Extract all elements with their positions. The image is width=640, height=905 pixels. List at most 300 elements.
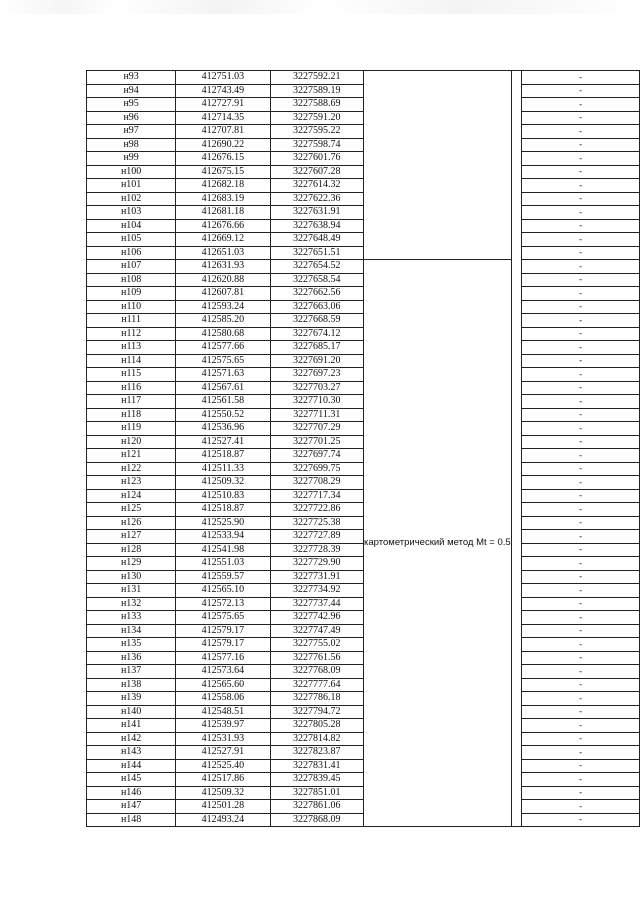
- y-coordinate-cell: 3227631.91: [270, 206, 364, 220]
- point-id-cell: н94: [87, 84, 176, 98]
- y-coordinate-cell: 3227601.76: [270, 152, 364, 166]
- spacer-cell: [511, 435, 521, 449]
- accuracy-value-cell: -: [522, 381, 640, 395]
- table-row: [87, 422, 640, 436]
- y-coordinate-cell: 3227697.23: [270, 368, 364, 382]
- table-row: [87, 773, 640, 787]
- y-coordinate-cell: 3227708.29: [270, 476, 364, 490]
- table-row: [87, 476, 640, 490]
- table-row: [87, 570, 640, 584]
- table-row: [87, 206, 640, 220]
- point-id-cell: н139: [87, 692, 176, 706]
- accuracy-value-cell: -: [522, 665, 640, 679]
- x-coordinate-cell: 412607.81: [176, 287, 270, 301]
- point-id-cell: н119: [87, 422, 176, 436]
- table-row: [87, 125, 640, 139]
- x-coordinate-cell: 412631.93: [176, 260, 270, 274]
- point-id-cell: н133: [87, 611, 176, 625]
- spacer-cell: [511, 692, 521, 706]
- accuracy-value-cell: -: [522, 786, 640, 800]
- x-coordinate-cell: 412493.24: [176, 813, 270, 827]
- y-coordinate-cell: 3227814.82: [270, 732, 364, 746]
- point-id-cell: н138: [87, 678, 176, 692]
- y-coordinate-cell: 3227588.69: [270, 98, 364, 112]
- accuracy-value-cell: -: [522, 152, 640, 166]
- accuracy-value-cell: -: [522, 692, 640, 706]
- point-id-cell: н128: [87, 543, 176, 557]
- accuracy-value-cell: -: [522, 678, 640, 692]
- x-coordinate-cell: 412533.94: [176, 530, 270, 544]
- y-coordinate-cell: 3227697.74: [270, 449, 364, 463]
- x-coordinate-cell: 412676.66: [176, 219, 270, 233]
- method-cell-upper: [364, 71, 512, 260]
- point-id-cell: н118: [87, 408, 176, 422]
- table-row: [87, 71, 640, 85]
- table-row: [87, 462, 640, 476]
- table-row: [87, 165, 640, 179]
- point-id-cell: н129: [87, 557, 176, 571]
- point-id-cell: н144: [87, 759, 176, 773]
- y-coordinate-cell: 3227711.31: [270, 408, 364, 422]
- y-coordinate-cell: 3227598.74: [270, 138, 364, 152]
- x-coordinate-cell: 412518.87: [176, 449, 270, 463]
- x-coordinate-cell: 412651.03: [176, 246, 270, 260]
- table-row: [87, 179, 640, 193]
- y-coordinate-cell: 3227589.19: [270, 84, 364, 98]
- x-coordinate-cell: 412593.24: [176, 300, 270, 314]
- spacer-cell: [511, 746, 521, 760]
- y-coordinate-cell: 3227607.28: [270, 165, 364, 179]
- x-coordinate-cell: 412575.65: [176, 354, 270, 368]
- x-coordinate-cell: 412509.32: [176, 476, 270, 490]
- x-coordinate-cell: 412511.33: [176, 462, 270, 476]
- x-coordinate-cell: 412501.28: [176, 800, 270, 814]
- table-row: [87, 530, 640, 544]
- spacer-cell: [511, 584, 521, 598]
- accuracy-value-cell: -: [522, 165, 640, 179]
- x-coordinate-cell: 412539.97: [176, 719, 270, 733]
- table-row: [87, 719, 640, 733]
- accuracy-value-cell: -: [522, 557, 640, 571]
- table-row: [87, 192, 640, 206]
- x-coordinate-cell: 412579.17: [176, 624, 270, 638]
- spacer-cell: [511, 341, 521, 355]
- y-coordinate-cell: 3227868.09: [270, 813, 364, 827]
- y-coordinate-cell: 3227674.12: [270, 327, 364, 341]
- y-coordinate-cell: 3227592.21: [270, 71, 364, 85]
- y-coordinate-cell: 3227701.25: [270, 435, 364, 449]
- table-row: [87, 746, 640, 760]
- spacer-cell: [511, 273, 521, 287]
- x-coordinate-cell: 412669.12: [176, 233, 270, 247]
- point-id-cell: н147: [87, 800, 176, 814]
- table-row: [87, 408, 640, 422]
- y-coordinate-cell: 3227734.92: [270, 584, 364, 598]
- accuracy-value-cell: -: [522, 773, 640, 787]
- accuracy-value-cell: -: [522, 476, 640, 490]
- x-coordinate-cell: 412575.65: [176, 611, 270, 625]
- table-row: [87, 368, 640, 382]
- table-row: [87, 638, 640, 652]
- spacer-cell: [511, 611, 521, 625]
- y-coordinate-cell: 3227731.91: [270, 570, 364, 584]
- spacer-cell: [511, 165, 521, 179]
- spacer-cell: [511, 138, 521, 152]
- y-coordinate-cell: 3227777.64: [270, 678, 364, 692]
- x-coordinate-cell: 412572.13: [176, 597, 270, 611]
- y-coordinate-cell: 3227851.01: [270, 786, 364, 800]
- y-coordinate-cell: 3227755.02: [270, 638, 364, 652]
- y-coordinate-cell: 3227728.39: [270, 543, 364, 557]
- table-row: [87, 138, 640, 152]
- table-row: [87, 624, 640, 638]
- y-coordinate-cell: 3227691.20: [270, 354, 364, 368]
- accuracy-value-cell: -: [522, 800, 640, 814]
- spacer-cell: [511, 516, 521, 530]
- x-coordinate-cell: 412531.93: [176, 732, 270, 746]
- accuracy-value-cell: -: [522, 746, 640, 760]
- y-coordinate-cell: 3227717.34: [270, 489, 364, 503]
- point-id-cell: н137: [87, 665, 176, 679]
- y-coordinate-cell: 3227699.75: [270, 462, 364, 476]
- point-id-cell: н101: [87, 179, 176, 193]
- x-coordinate-cell: 412577.16: [176, 651, 270, 665]
- spacer-cell: [511, 327, 521, 341]
- point-id-cell: н142: [87, 732, 176, 746]
- y-coordinate-cell: 3227786.18: [270, 692, 364, 706]
- table-row: [87, 732, 640, 746]
- point-id-cell: н116: [87, 381, 176, 395]
- table-row: [87, 503, 640, 517]
- point-id-cell: н130: [87, 570, 176, 584]
- accuracy-value-cell: -: [522, 611, 640, 625]
- table-row: [87, 314, 640, 328]
- accuracy-value-cell: -: [522, 206, 640, 220]
- spacer-cell: [511, 408, 521, 422]
- y-coordinate-cell: 3227805.28: [270, 719, 364, 733]
- table-row: [87, 300, 640, 314]
- accuracy-value-cell: -: [522, 314, 640, 328]
- y-coordinate-cell: 3227663.06: [270, 300, 364, 314]
- x-coordinate-cell: 412690.22: [176, 138, 270, 152]
- spacer-cell: [511, 98, 521, 112]
- point-id-cell: н103: [87, 206, 176, 220]
- spacer-cell: [511, 354, 521, 368]
- point-id-cell: н122: [87, 462, 176, 476]
- point-id-cell: н96: [87, 111, 176, 125]
- y-coordinate-cell: 3227648.49: [270, 233, 364, 247]
- table-row: [87, 489, 640, 503]
- point-id-cell: н110: [87, 300, 176, 314]
- spacer-cell: [511, 381, 521, 395]
- table-row: [87, 84, 640, 98]
- table-row: [87, 705, 640, 719]
- table-row: [87, 597, 640, 611]
- spacer-cell: [511, 705, 521, 719]
- accuracy-value-cell: -: [522, 651, 640, 665]
- x-coordinate-cell: 412559.57: [176, 570, 270, 584]
- y-coordinate-cell: 3227729.90: [270, 557, 364, 571]
- x-coordinate-cell: 412509.32: [176, 786, 270, 800]
- spacer-cell: [511, 206, 521, 220]
- accuracy-value-cell: -: [522, 354, 640, 368]
- point-id-cell: н117: [87, 395, 176, 409]
- y-coordinate-cell: 3227668.59: [270, 314, 364, 328]
- table-row: [87, 543, 640, 557]
- x-coordinate-cell: 412579.17: [176, 638, 270, 652]
- spacer-cell: [511, 125, 521, 139]
- x-coordinate-cell: 412580.68: [176, 327, 270, 341]
- accuracy-value-cell: -: [522, 408, 640, 422]
- point-id-cell: н148: [87, 813, 176, 827]
- point-id-cell: н140: [87, 705, 176, 719]
- accuracy-value-cell: -: [522, 300, 640, 314]
- y-coordinate-cell: 3227794.72: [270, 705, 364, 719]
- spacer-cell: [511, 395, 521, 409]
- accuracy-value-cell: -: [522, 125, 640, 139]
- table-row: [87, 651, 640, 665]
- spacer-cell: [511, 732, 521, 746]
- x-coordinate-cell: 412567.61: [176, 381, 270, 395]
- table-row: [87, 98, 640, 112]
- table-row: [87, 327, 640, 341]
- spacer-cell: [511, 557, 521, 571]
- accuracy-value-cell: -: [522, 71, 640, 85]
- accuracy-value-cell: -: [522, 219, 640, 233]
- point-id-cell: н93: [87, 71, 176, 85]
- x-coordinate-cell: 412550.52: [176, 408, 270, 422]
- y-coordinate-cell: 3227747.49: [270, 624, 364, 638]
- table-row: [87, 233, 640, 247]
- spacer-cell: [511, 813, 521, 827]
- x-coordinate-cell: 412510.83: [176, 489, 270, 503]
- spacer-cell: [511, 678, 521, 692]
- spacer-cell: [511, 179, 521, 193]
- spacer-cell: [511, 624, 521, 638]
- accuracy-value-cell: -: [522, 287, 640, 301]
- spacer-cell: [511, 773, 521, 787]
- point-id-cell: н99: [87, 152, 176, 166]
- table-row: [87, 435, 640, 449]
- point-id-cell: н131: [87, 584, 176, 598]
- spacer-cell: [511, 192, 521, 206]
- table-row: [87, 516, 640, 530]
- spacer-cell: [511, 287, 521, 301]
- accuracy-value-cell: -: [522, 732, 640, 746]
- point-id-cell: н114: [87, 354, 176, 368]
- y-coordinate-cell: 3227861.06: [270, 800, 364, 814]
- accuracy-value-cell: -: [522, 503, 640, 517]
- accuracy-value-cell: -: [522, 543, 640, 557]
- spacer-cell: [511, 449, 521, 463]
- table-row: [87, 219, 640, 233]
- table-row: [87, 273, 640, 287]
- y-coordinate-cell: 3227703.27: [270, 381, 364, 395]
- x-coordinate-cell: 412676.15: [176, 152, 270, 166]
- spacer-cell: [511, 260, 521, 274]
- accuracy-value-cell: -: [522, 624, 640, 638]
- point-id-cell: н115: [87, 368, 176, 382]
- spacer-cell: [511, 719, 521, 733]
- accuracy-value-cell: -: [522, 179, 640, 193]
- point-id-cell: н135: [87, 638, 176, 652]
- point-id-cell: н125: [87, 503, 176, 517]
- accuracy-value-cell: -: [522, 98, 640, 112]
- x-coordinate-cell: 412558.06: [176, 692, 270, 706]
- point-id-cell: н136: [87, 651, 176, 665]
- y-coordinate-cell: 3227707.29: [270, 422, 364, 436]
- accuracy-value-cell: -: [522, 719, 640, 733]
- x-coordinate-cell: 412675.15: [176, 165, 270, 179]
- spacer-cell: [511, 233, 521, 247]
- point-id-cell: н109: [87, 287, 176, 301]
- spacer-cell: [511, 368, 521, 382]
- point-id-cell: н123: [87, 476, 176, 490]
- y-coordinate-cell: 3227839.45: [270, 773, 364, 787]
- x-coordinate-cell: 412714.35: [176, 111, 270, 125]
- table-row: [87, 786, 640, 800]
- accuracy-value-cell: -: [522, 449, 640, 463]
- accuracy-value-cell: -: [522, 759, 640, 773]
- accuracy-value-cell: -: [522, 233, 640, 247]
- point-id-cell: н106: [87, 246, 176, 260]
- method-cell: картометрический метод Mt = 0.5: [364, 260, 512, 827]
- table-row: [87, 381, 640, 395]
- x-coordinate-cell: 412577.66: [176, 341, 270, 355]
- y-coordinate-cell: 3227622.36: [270, 192, 364, 206]
- point-id-cell: н145: [87, 773, 176, 787]
- accuracy-value-cell: -: [522, 422, 640, 436]
- point-id-cell: н113: [87, 341, 176, 355]
- x-coordinate-cell: 412751.03: [176, 71, 270, 85]
- point-id-cell: н97: [87, 125, 176, 139]
- coordinates-table-body: [87, 71, 640, 827]
- y-coordinate-cell: 3227685.17: [270, 341, 364, 355]
- x-coordinate-cell: 412518.87: [176, 503, 270, 517]
- spacer-cell: [511, 71, 521, 85]
- table-row: [87, 287, 640, 301]
- spacer-cell: [511, 462, 521, 476]
- x-coordinate-cell: 412743.49: [176, 84, 270, 98]
- spacer-cell: [511, 786, 521, 800]
- point-id-cell: н98: [87, 138, 176, 152]
- y-coordinate-cell: 3227662.56: [270, 287, 364, 301]
- table-row: [87, 260, 640, 274]
- point-id-cell: н107: [87, 260, 176, 274]
- accuracy-value-cell: -: [522, 327, 640, 341]
- point-id-cell: н127: [87, 530, 176, 544]
- point-id-cell: н108: [87, 273, 176, 287]
- y-coordinate-cell: 3227761.56: [270, 651, 364, 665]
- spacer-cell: [511, 300, 521, 314]
- y-coordinate-cell: 3227742.96: [270, 611, 364, 625]
- table-row: [87, 665, 640, 679]
- table-row: [87, 354, 640, 368]
- table-row: [87, 152, 640, 166]
- x-coordinate-cell: 412527.91: [176, 746, 270, 760]
- accuracy-value-cell: -: [522, 813, 640, 827]
- spacer-cell: [511, 219, 521, 233]
- spacer-cell: [511, 422, 521, 436]
- y-coordinate-cell: 3227654.52: [270, 260, 364, 274]
- x-coordinate-cell: 412517.86: [176, 773, 270, 787]
- accuracy-value-cell: -: [522, 435, 640, 449]
- y-coordinate-cell: 3227651.51: [270, 246, 364, 260]
- point-id-cell: н132: [87, 597, 176, 611]
- accuracy-value-cell: -: [522, 84, 640, 98]
- accuracy-value-cell: -: [522, 368, 640, 382]
- point-id-cell: н143: [87, 746, 176, 760]
- point-id-cell: н105: [87, 233, 176, 247]
- point-id-cell: н112: [87, 327, 176, 341]
- spacer-cell: [511, 530, 521, 544]
- table-row: [87, 395, 640, 409]
- spacer-cell: [511, 246, 521, 260]
- table-row: [87, 246, 640, 260]
- spacer-cell: [511, 570, 521, 584]
- y-coordinate-cell: 3227638.94: [270, 219, 364, 233]
- accuracy-value-cell: -: [522, 246, 640, 260]
- y-coordinate-cell: 3227722.86: [270, 503, 364, 517]
- spacer-cell: [511, 314, 521, 328]
- point-id-cell: н102: [87, 192, 176, 206]
- table-row: [87, 678, 640, 692]
- table-row: [87, 611, 640, 625]
- point-id-cell: н104: [87, 219, 176, 233]
- x-coordinate-cell: 412541.98: [176, 543, 270, 557]
- accuracy-value-cell: -: [522, 489, 640, 503]
- y-coordinate-cell: 3227725.38: [270, 516, 364, 530]
- accuracy-value-cell: -: [522, 530, 640, 544]
- table-row: [87, 111, 640, 125]
- x-coordinate-cell: 412548.51: [176, 705, 270, 719]
- x-coordinate-cell: 412527.41: [176, 435, 270, 449]
- point-id-cell: н100: [87, 165, 176, 179]
- spacer-cell: [511, 665, 521, 679]
- table-row: [87, 557, 640, 571]
- x-coordinate-cell: 412551.03: [176, 557, 270, 571]
- y-coordinate-cell: 3227768.09: [270, 665, 364, 679]
- x-coordinate-cell: 412525.40: [176, 759, 270, 773]
- accuracy-value-cell: -: [522, 341, 640, 355]
- table-row: [87, 800, 640, 814]
- spacer-cell: [511, 800, 521, 814]
- x-coordinate-cell: 412536.96: [176, 422, 270, 436]
- x-coordinate-cell: 412565.10: [176, 584, 270, 598]
- table-row: [87, 449, 640, 463]
- spacer-cell: [511, 651, 521, 665]
- table-row: [87, 692, 640, 706]
- spacer-cell: [511, 543, 521, 557]
- x-coordinate-cell: 412525.90: [176, 516, 270, 530]
- x-coordinate-cell: 412683.19: [176, 192, 270, 206]
- accuracy-value-cell: -: [522, 260, 640, 274]
- point-id-cell: н146: [87, 786, 176, 800]
- spacer-cell: [511, 152, 521, 166]
- point-id-cell: н111: [87, 314, 176, 328]
- point-id-cell: н121: [87, 449, 176, 463]
- y-coordinate-cell: 3227831.41: [270, 759, 364, 773]
- y-coordinate-cell: 3227658.54: [270, 273, 364, 287]
- point-id-cell: н141: [87, 719, 176, 733]
- point-id-cell: н126: [87, 516, 176, 530]
- x-coordinate-cell: 412585.20: [176, 314, 270, 328]
- accuracy-value-cell: -: [522, 597, 640, 611]
- x-coordinate-cell: 412571.63: [176, 368, 270, 382]
- x-coordinate-cell: 412681.18: [176, 206, 270, 220]
- accuracy-value-cell: -: [522, 138, 640, 152]
- point-id-cell: н120: [87, 435, 176, 449]
